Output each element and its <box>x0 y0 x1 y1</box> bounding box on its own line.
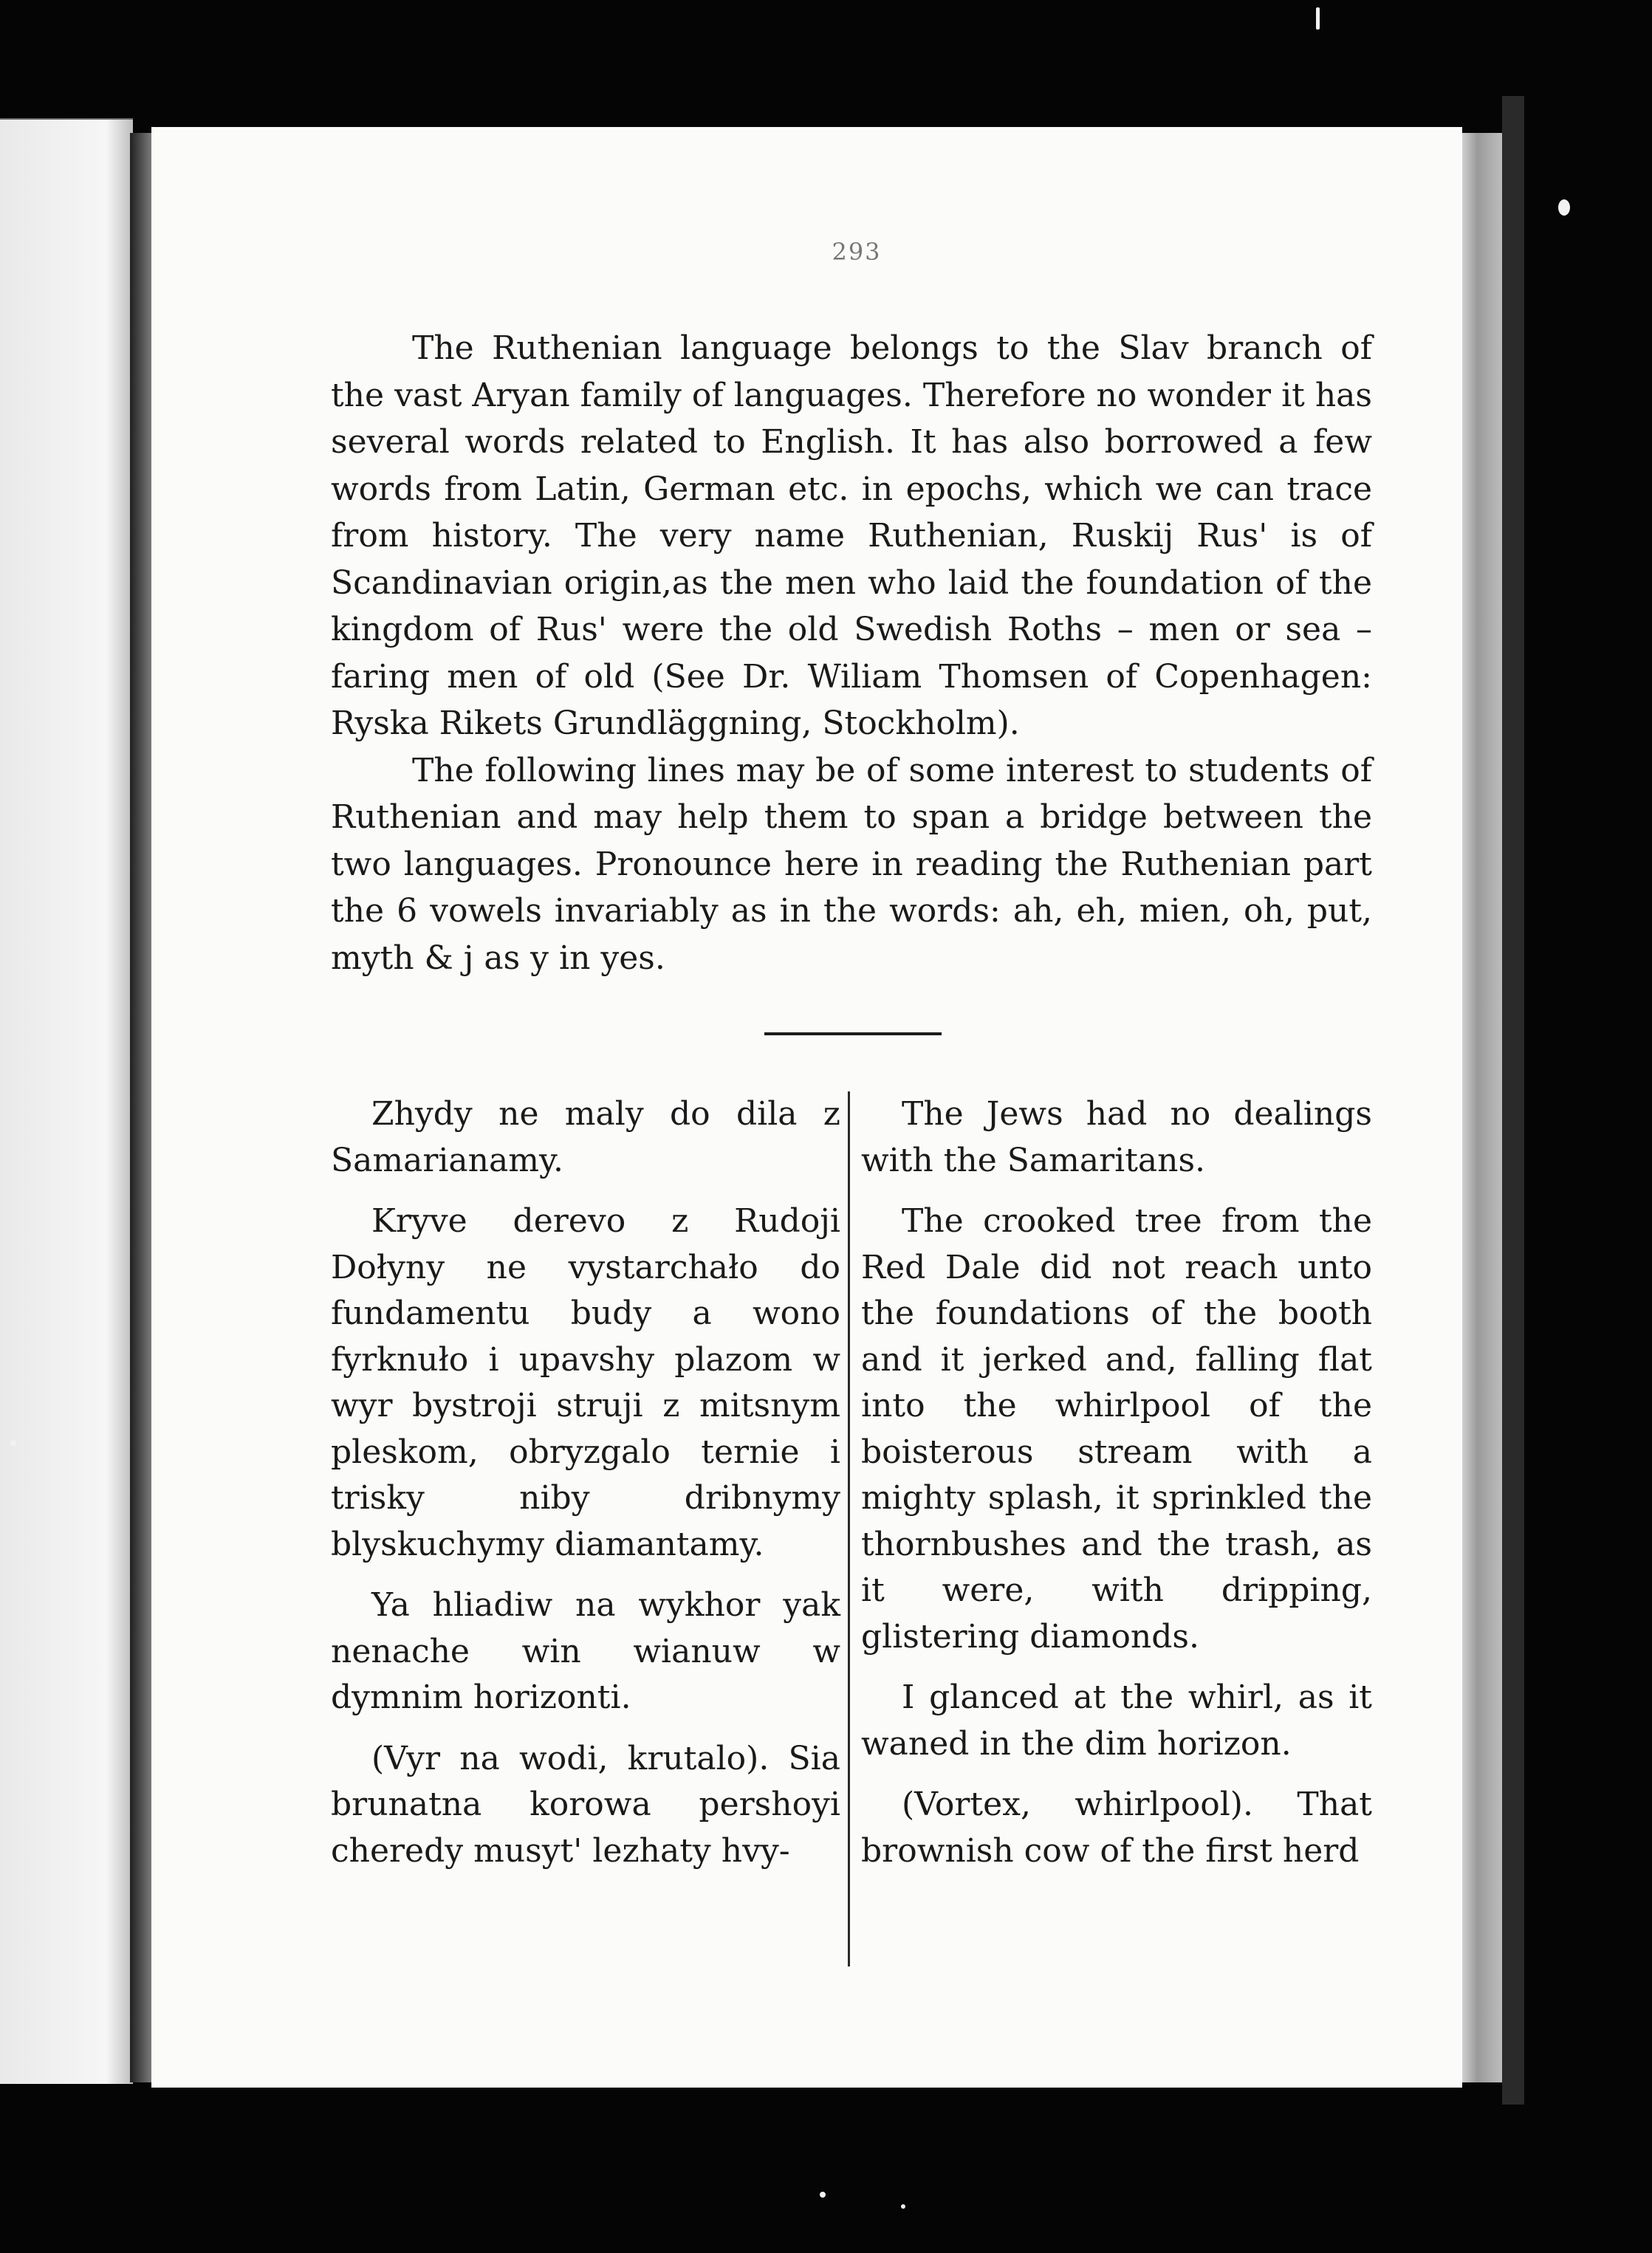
english-sentence-3: I glanced at the whirl, as it waned in the dim horizon. <box>861 1678 1372 1763</box>
english-sentence-1: The Jews had no dealings with the Samaritans. <box>861 1095 1372 1179</box>
dust-speck <box>820 2192 826 2198</box>
book-cover-board <box>1502 96 1524 2105</box>
column-divider <box>848 1091 850 1966</box>
intro-paragraph-1: The Ruthenian language belongs to the Slav branch of the vast Aryan family of languages. Therefore no wonder it has several words related to English. It has also borrowed a few words from Latin, German etc. in epochs, which we can trace from history. The very name Ruthenian, Ruskij Rus' is of Scandinavian origin,as the men who laid the foundation of the kingdom of Rus' were the old Swedish Roths – men or sea – faring men of old (See Dr. Wiliam Thomsen of Copenhagen: Ryska Rikets Grundläggning, Stockholm). <box>331 329 1372 742</box>
english-sentence-2: The crooked tree from the Red Dale did not reach unto the foundations of the booth and it jerked and, falling flat into the whirlpool of the boisterous stream with a mighty splash, it sprinkled the thornbushes and the trash, as it were, with dripping, glistering diamonds. <box>861 1202 1372 1656</box>
english-sentence-4: (Vortex, whirlpool). That brownish cow of the first herd <box>861 1786 1372 1870</box>
left-facing-page-edge <box>0 118 133 2084</box>
dust-speck <box>1558 199 1570 216</box>
page-number: 293 <box>832 238 882 266</box>
ruthenian-sentence-1: Zhydy ne maly do dila z Samarianamy. <box>331 1095 840 1179</box>
dust-speck <box>10 1440 16 1446</box>
ruthenian-column <box>331 1091 840 1889</box>
ruthenian-sentence-2: Kryve derevo z Rudoji Dołyny ne vystarchało do fundamentu budy a wono fyrknuło i upavshy plazom w wyr bystroji struji z mitsnym pleskom, obryzgalo ternie i trisky niby dribnymy blyskuchymy diamantamy. <box>331 1202 840 1563</box>
dust-speck <box>1316 7 1320 30</box>
parallel-text-columns <box>331 1091 1372 1978</box>
intro-text <box>331 325 1372 981</box>
section-divider-rule <box>764 1032 942 1035</box>
page-stack-edge <box>1461 133 1502 2082</box>
english-column <box>861 1091 1372 1889</box>
ruthenian-sentence-3: Ya hliadiw na wykhor yak nenache win wianuw w dymnim horizonti. <box>331 1586 840 1716</box>
ruthenian-sentence-4: (Vyr na wodi, krutalo). Sia brunatna korowa pershoyi cheredy musyt' lezhaty hvy- <box>331 1739 840 1870</box>
dust-speck <box>901 2204 905 2209</box>
intro-paragraph-2: The following lines may be of some interest to students of Ruthenian and may help them to span a bridge between the two languages. Pronounce here in reading the Ruthenian part the 6 vowels invariably as in the words: ah, eh, mien, oh, put, myth & j as y in yes. <box>331 751 1372 977</box>
